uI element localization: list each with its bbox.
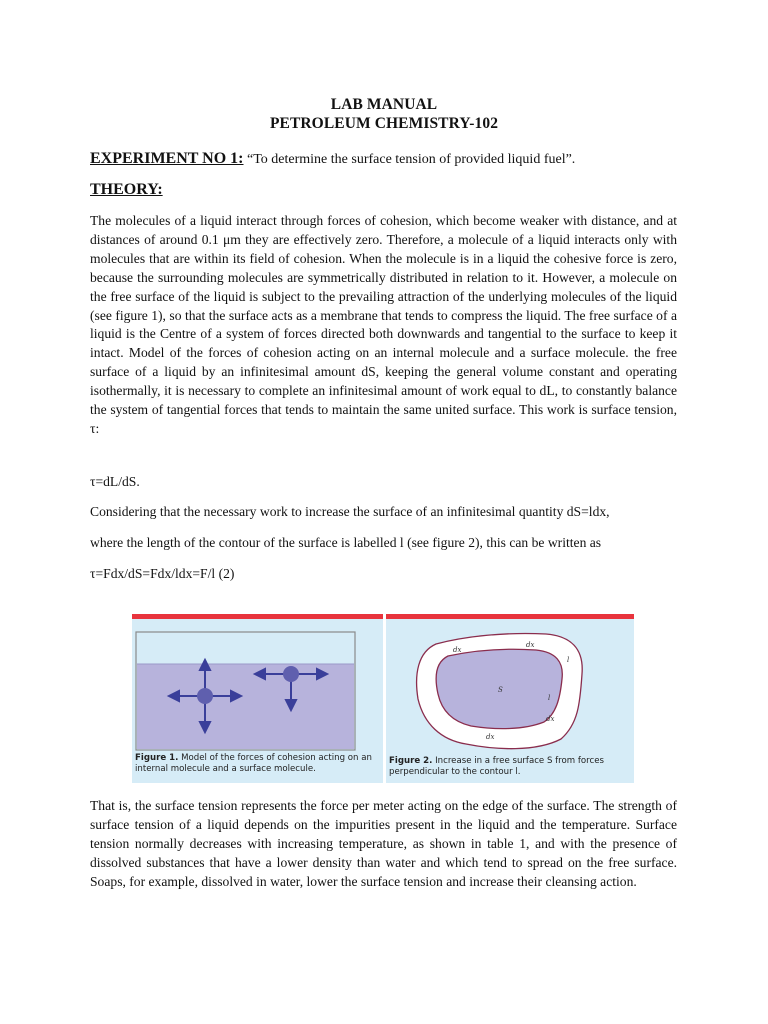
figure-2-label-dx-right: dx bbox=[546, 715, 555, 723]
theory-paragraph-2: That is, the surface tension represents the force per meter acting on the edge of the surface. The strength of surface tension of a liquid depends on the impurities present in the liquid and the temperature. Surface tension normally decreases with increasing temperature, as shown in table 1, and with the presence of dissolved substances that have a lower density than water and which tend to spread on the free surface. Soaps, for example, dissolved in water, lower the surface tension and increase their cleansing action. bbox=[90, 798, 677, 889]
figure-2 bbox=[386, 614, 634, 783]
experiment-label: EXPERIMENT NO 1: bbox=[90, 150, 244, 167]
course-title: PETROLEUM CHEMISTRY-102 bbox=[269, 115, 499, 132]
figure-2-label-l-inner: l bbox=[548, 694, 551, 702]
figure-2-label-dx-bottom: dx bbox=[486, 733, 495, 741]
figure-2-caption-label: Figure 2. bbox=[389, 756, 433, 766]
figure-2-label-s: S bbox=[498, 686, 503, 694]
figure-2-label-dx-top-left: dx bbox=[453, 646, 462, 654]
figure-1 bbox=[132, 614, 383, 783]
experiment-objective: “To determine the surface tension of provided liquid fuel”. bbox=[247, 152, 576, 167]
figure-1-caption-label: Figure 1. bbox=[135, 753, 179, 763]
figure-2-caption bbox=[389, 756, 629, 777]
figure-1-caption-text: Model of the forces of cohesion acting on an internal molecule and a surface molecule. bbox=[135, 753, 372, 774]
figure-2-label-l-outer: l bbox=[567, 656, 570, 664]
theory-heading: THEORY: bbox=[90, 181, 163, 198]
text-considering: Considering that the necessary work to increase the surface of an infinitesimal quantity dS=ldx, bbox=[90, 504, 610, 519]
equation-1: τ=dL/dS. bbox=[90, 474, 140, 489]
theory-paragraph-1: The molecules of a liquid interact through forces of cohesion, which become weaker with distance, and at distances of around 0.1 μm they are effectively zero. Therefore, a molecule of a liquid interacts only with molecules that are within its field of cohesion. When the molecule is in a liquid the cohesive force is zero, because the surrounding molecules are symmetrically distributed in relation to it. However, a molecule on the free surface of the liquid is subject to the prevailing attraction of the underlying molecules of the liquid (see figure 1), so that the surface acts as a membrane that tends to compress the liquid. The free surface of a liquid is the Centre of a system of forces directed both downwards and tangential to the surface to keep it intact. Model of the forces of cohesion acting on an internal molecule and a surface molecule. the free surface of a liquid by an infinitesimal amount dS, keeping the general volume constant and operating isothermally, it is necessary to complete an infinitesimal amount of work equal to dL, to constantly balance the system of tangential forces that tends to maintain the same united surface. This work is surface tension, τ: bbox=[90, 213, 677, 436]
text-where: where the length of the contour of the surface is labelled l (see figure 2), this can be written as bbox=[90, 535, 602, 550]
manual-title: LAB MANUAL bbox=[330, 96, 438, 113]
figure-2-label-dx-top-right: dx bbox=[526, 641, 535, 649]
figure-2-caption-text: Increase in a free surface S from forces perpendicular to the contour l. bbox=[389, 756, 604, 777]
equation-2: τ=Fdx/dS=Fdx/ldx=F/l (2) bbox=[90, 566, 235, 581]
experiment-line bbox=[90, 150, 575, 168]
figure-1-caption bbox=[135, 753, 383, 774]
